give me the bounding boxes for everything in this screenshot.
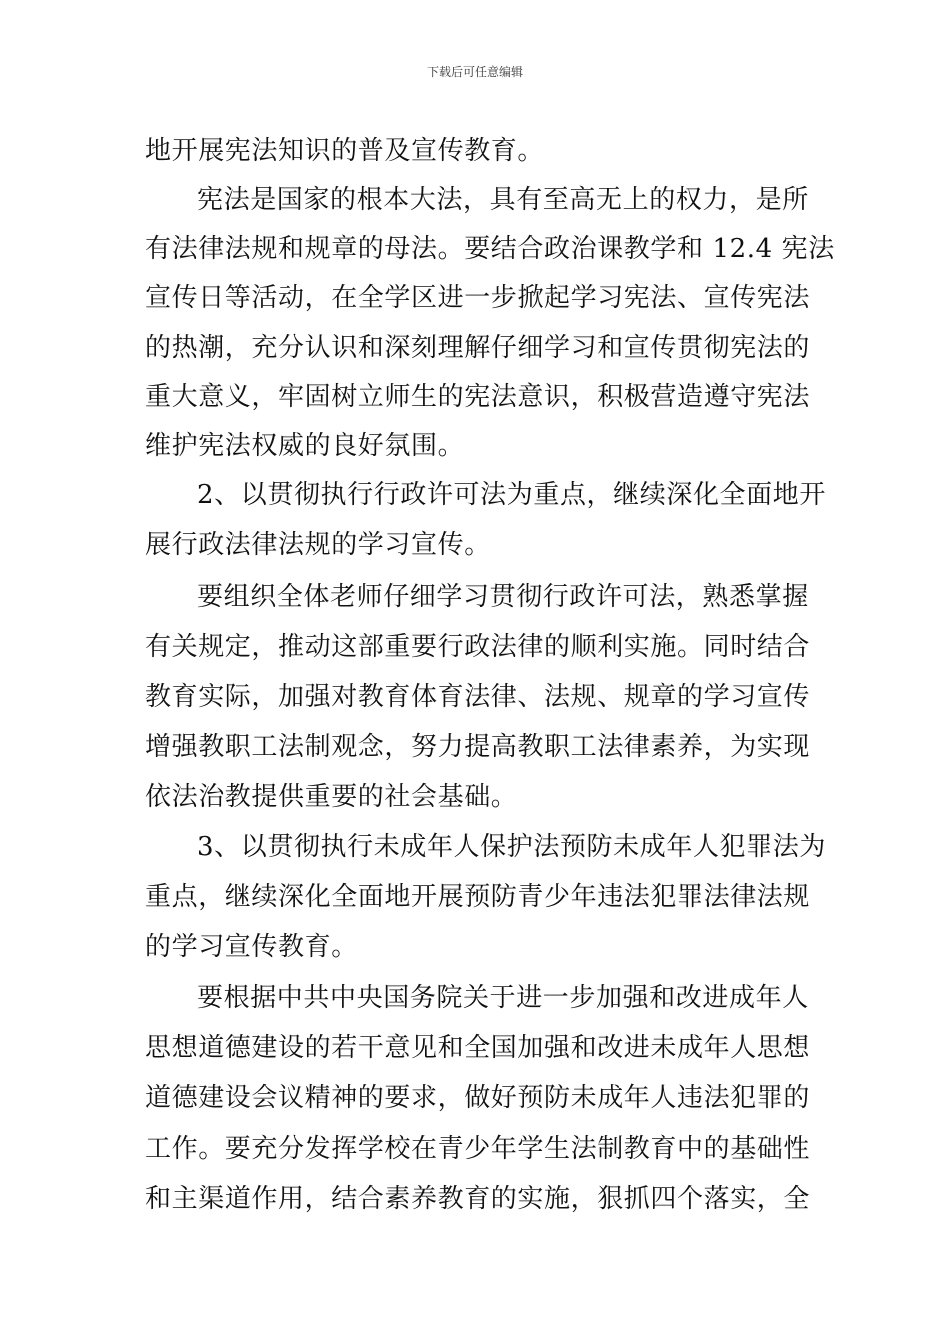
text-line: 的学习宣传教育。 bbox=[145, 932, 358, 962]
text-line: 展行政法律法规的学习宣传。 bbox=[145, 530, 491, 560]
text-line: 维护宪法权威的良好氛围。 bbox=[145, 431, 465, 461]
text-line: 的热潮，充分认识和深刻理解仔细学习和宣传贯彻宪法的 bbox=[145, 333, 811, 363]
text-line: 思想道德建设的若干意见和全国加强和改进未成年人思想 bbox=[145, 1033, 811, 1063]
text-line: 工作。要充分发挥学校在青少年学生法制教育中的基础性 bbox=[145, 1134, 811, 1164]
text-line: 要根据中共中央国务院关于进一步加强和改进成年人 bbox=[197, 983, 809, 1013]
text-line: 地开展宪法知识的普及宣传教育。 bbox=[145, 136, 545, 166]
page-header: 下载后可任意编辑 bbox=[426, 65, 523, 79]
text-line: 宣传日等活动，在全学区进一步掀起学习宪法、宣传宪法 bbox=[145, 283, 811, 313]
text-line: 2、以贯彻执行行政许可法为重点，继续深化全面地开 bbox=[197, 480, 826, 510]
text-line: 道德建设会议精神的要求，做好预防未成年人违法犯罪的 bbox=[145, 1083, 811, 1113]
text-line: 增强教职工法制观念，努力提高教职工法律素养，为实现 bbox=[145, 732, 811, 762]
text-line: 有法律法规和规章的母法。要结合政治课教学和 12.4 宪法 bbox=[145, 234, 835, 264]
text-line: 重大意义，牢固树立师生的宪法意识，积极营造遵守宪法 bbox=[145, 382, 811, 412]
text-line: 宪法是国家的根本大法，具有至高无上的权力，是所 bbox=[197, 185, 809, 215]
text-line: 要组织全体老师仔细学习贯彻行政许可法，熟悉掌握 bbox=[197, 582, 809, 612]
text-line: 教育实际，加强对教育体育法律、法规、规章的学习宣传 bbox=[145, 682, 811, 712]
text-line: 和主渠道作用，结合素养教育的实施，狠抓四个落实，全 bbox=[145, 1184, 811, 1214]
text-line: 有关规定，推动这部重要行政法律的顺利实施。同时结合 bbox=[145, 632, 811, 662]
text-line: 重点，继续深化全面地开展预防青少年违法犯罪法律法规 bbox=[145, 882, 811, 912]
text-line: 3、以贯彻执行未成年人保护法预防未成年人犯罪法为 bbox=[197, 832, 826, 862]
text-line: 依法治教提供重要的社会基础。 bbox=[145, 782, 518, 812]
